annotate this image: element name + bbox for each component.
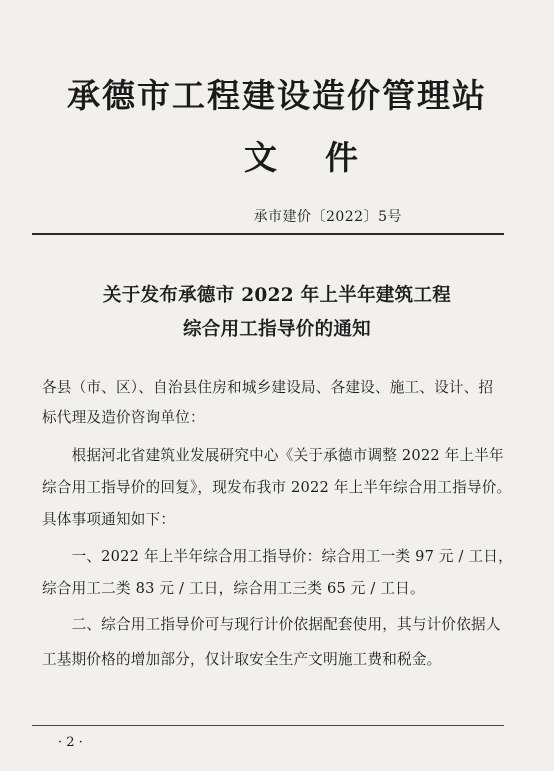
- document-number: 承市建价〔2022〕5号: [253, 209, 402, 225]
- issuing-organization: 承德市工程建设造价管理站: [67, 76, 487, 115]
- footer-divider: [32, 725, 504, 726]
- page-number: · 2 ·: [58, 735, 83, 750]
- body-line-9: 工基期价格的增加部分，仅计取安全生产文明施工费和税金。: [42, 651, 442, 668]
- document-type-label: 文件: [244, 138, 406, 177]
- body-line-8: 二、综合用工指导价可与现行计价依据配套使用，其与计价依据人: [42, 616, 501, 633]
- body-line-7: 综合用工二类 83 元 / 工日，综合用工三类 65 元 / 工日。: [42, 580, 425, 597]
- header-divider: [32, 233, 504, 235]
- body-line-5: 具体事项通知如下：: [42, 511, 176, 528]
- bleed-through-texture: [70, 18, 490, 58]
- body-line-2: 标代理及造价咨询单位：: [42, 409, 205, 426]
- body-line-4: 综合用工指导价的回复》，现发布我市 2022 年上半年综合用工指导价。: [42, 479, 512, 496]
- body-line-3: 根据河北省建筑业发展研究中心《关于承德市调整 2022 年上半年: [42, 447, 504, 464]
- notice-title-line-1: 关于发布承德市 2022 年上半年建筑工程: [102, 285, 452, 306]
- body-line-1: 各县（市、区）、自治县住房和城乡建设局、各建设、施工、设计、招: [42, 379, 494, 396]
- body-line-6: 一、2022 年上半年综合用工指导价：综合用工一类 97 元 / 工日，: [42, 548, 513, 565]
- notice-title-line-2: 综合用工指导价的通知: [182, 319, 371, 340]
